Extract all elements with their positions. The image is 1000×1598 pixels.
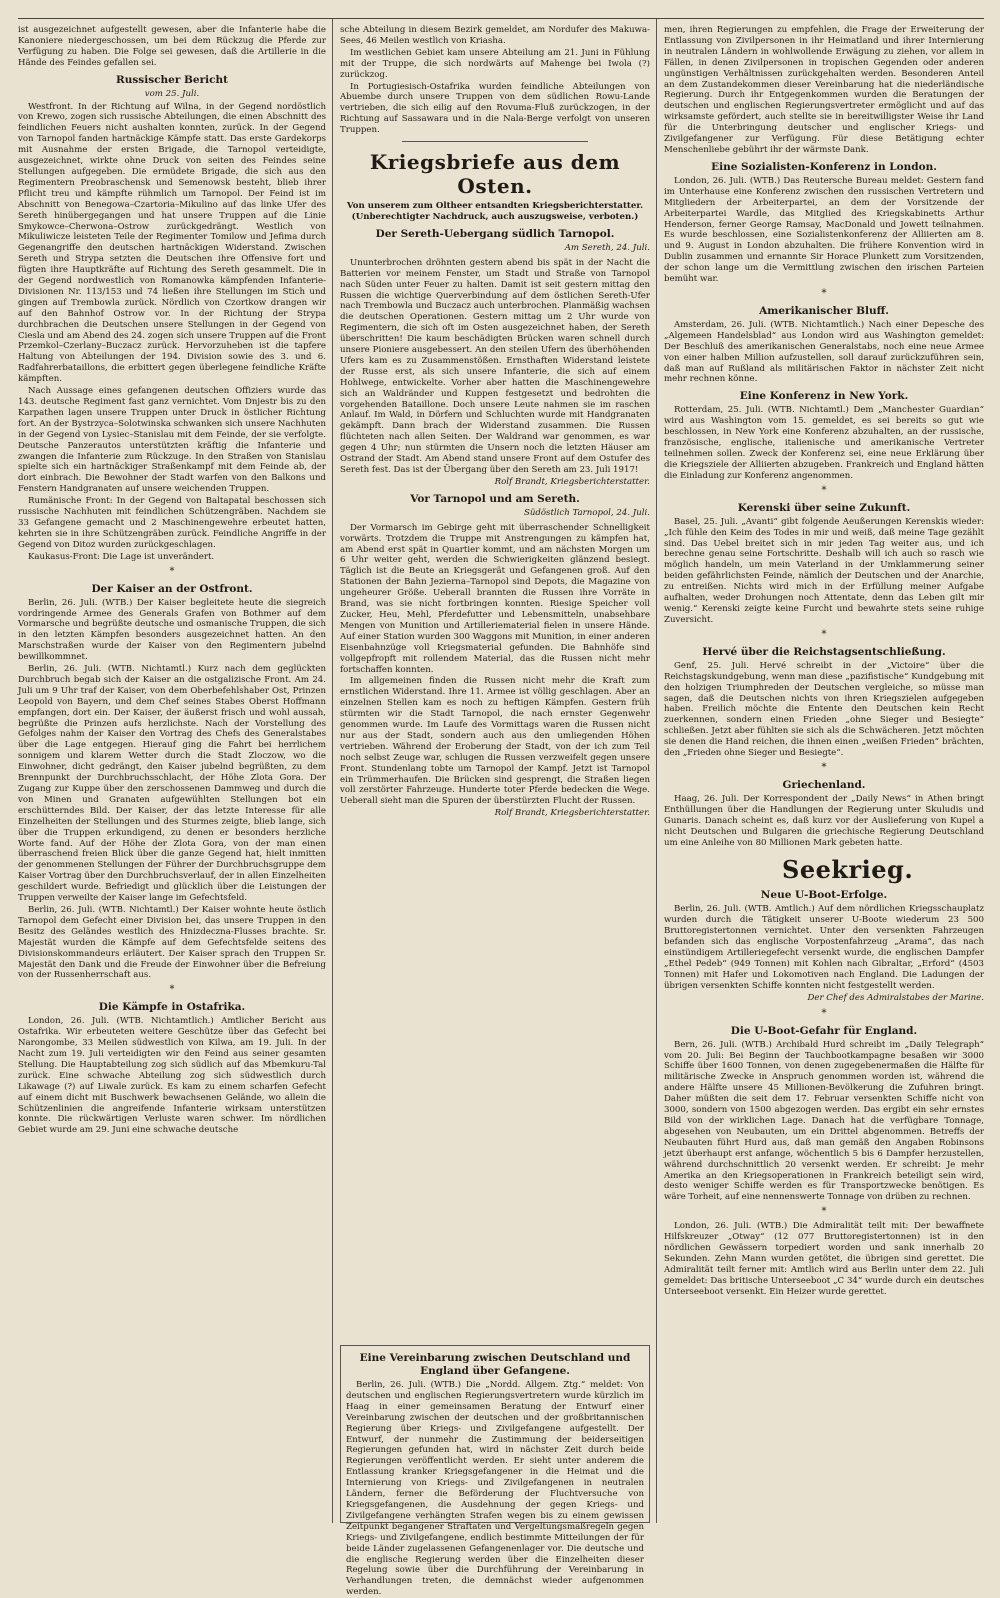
column-3 (664, 25, 984, 1523)
heading-russischer-bericht: Russischer Bericht (116, 73, 228, 86)
separator-star: * (821, 1206, 827, 1218)
separator-star: * (821, 484, 827, 496)
paragraph: In Portugiesisch-Ostafrika wurden feindliche Abteilungen von Abuembe durch unsere Truppen von dem südlichen Rowu-Lande vertrieben, die sich eilig auf den Rovuma-Fluß zurückzogen, in der Richtung auf Sassawara und in die Nala-Berge verfolgt von unseren Truppen. (340, 81, 650, 136)
paragraph: Rumänische Front: In der Gegend von Baltapatal beschossen sich russische Nachhuten mit feindlichen Schützengräben. Nachdem sie 33 Gefangene gemacht und 2 Maschinengewehre erbeutet hatten, kehrten sie in ihre Schützengräben zurück. Feindliche Angriffe in der Gegend von Ditoz wurden zurückgeschlagen. (18, 496, 326, 550)
divider (402, 141, 588, 142)
paragraph: Berlin, 26. Juli. (WTB.) Die „Nordd. Allgem. Ztg.“ meldet: Von deutschen und englischen Regierungsvertretern wurde kürzlich im Haag in einer gemeinsamen Beratung der Entwurf einer Vereinbarung zwischen der deutschen und der großbritannischen Regierung über Kriegs- und Zivilgefangene aufgestellt. Der Entwurf, der nunmehr die Zustimmung der beiderseitigen Regierungen gefunden hat, wird in nächster Zeit durch beide Regierungen veröffentlicht werden. Er sieht unter anderem die Entlassung kranker Kriegsgefangener in die Heimat und die Internierung von Kriegs- und Zivilgefangenen in neutralen Ländern, ferner die Beförderung der Fluchtversuche von Kriegsgefangenen, die Ausdehnung der gegen Kriegs- und Zivilgefangene verhängten Strafen wegen bis zu einem gewissen Zeitpunkt begangener Straftaten und Vergeltungsmaßregeln gegen Kriegs- und Zivilgefangene, endlich bestimmte Mitteilungen der für beide Länder zugelassenen Gefangenenlager vor. Die deutsche und die englische Regierung werden über die Einzelheiten dieser Regelung sowie über die Durchführung der Vereinbarung in Verhandlungen treten, die demnächst wieder aufgenommen werden. (346, 1380, 644, 1598)
column-rule (656, 19, 657, 1523)
newspaper-page (18, 18, 984, 1598)
subheading: Von unserem zum Oltheer entsandten Kriegsberichterstatter. (346, 201, 644, 212)
paragraph: Basel, 25. Juli. „Avanti“ gibt folgende Aeußerungen Kerenskis wieder: „Ich fühle den Keim des Todes in mir und weiß, daß meine Tage gezählt sind. Das Uebel breitet sich in mir jeden Tag weiter aus, und ich berechne genau seine Fortschritte. Deshalb will ich auch so rasch wie möglich handeln, um mein Vaterland in der Umklammerung seiner beiden gefährlichsten Feinde, nämlich der Deutschen und der Anarchie, zu entreißen. Nichts wird mich in der Erfüllung meiner Aufgabe aufhalten, weder Drohungen noch Attentate, denn das Leben gilt mir wenig.“ Kerenski zeigte keine Furcht und bewahrte stets seine ruhige Zuversicht. (664, 516, 984, 625)
heading-vor-tarnopol: Vor Tarnopol und am Sereth. (410, 492, 580, 505)
heading-sereth-uebergang: Der Sereth-Uebergang südlich Tarnopol. (375, 227, 615, 240)
heading-griechenland: Griechenland. (782, 778, 866, 791)
article-continuation: sche Abteilung in diesem Bezirk gemeldet, am Nordufer des Makuwa-Sees, 46 Meilen westlich von Kriasha. (340, 25, 650, 46)
paragraph: Haag, 26. Juli. Der Korrespondent der „Daily News“ in Athen bringt Enthüllungen über die Handlungen der Regierung unter Skuludis und Gunaris. Danach scheint es, daß kurz vor der Auslieferung von Kupel a nicht Deutschen und Bulgaren die griechische Regierung Deutschland um eine Anleihe von 80 Millionen Mark gebeten hatte. (664, 793, 984, 848)
article-continuation: ist ausgezeichnet aufgestellt gewesen, aber die Infanterie habe die Kanoniere niedergeschossen, um bei dem Rückzug die Pferde zur Verfügung zu haben. Die Folge sei gewesen, daß die Artillerie in die Hände des Feindes gefallen sei. (18, 25, 326, 68)
paragraph: London, 26. Juli. (WTB. Nichtamtlich.) Amtlicher Bericht aus Ostafrika. Wir erbeuteten weitere Geschütze über das Gefecht bei Narongombe, 33 Meilen südwestlich von Kilwa, am 19. Juli. In der Nacht zum 19. Juli verteidigten wir den Feind aus seiner gesamten Stellung. Die Hauptabteilung zog sich südlich auf das Mbemkuru-Tal zurück. Eine schwache Abteilung zog sich südwestlich durch Likawage (?) auf Liwale zurück. Es kam zu einem scharfen Gefecht auf einem dicht mit Buschwerk bewachsenen Gelände, wo allein die Schützenlinien die angreifende Infanterie wirksam unterstützen konnte. Die rückwärtigen Verluste waren schwer. Im nördlichen Gebiet wurde am 29. Juni eine schwache deutsche (18, 1016, 326, 1136)
byline: Der Chef des Admiralstabes der Marine. (807, 992, 984, 1003)
heading-uboot-gefahr: Die U-Boot-Gefahr für England. (730, 1024, 918, 1037)
paragraph: Der Vormarsch im Gebirge geht mit überraschender Schnelligkeit vorwärts. Trotzdem die Truppe mit Anstrengungen zu kämpfen hat, am Abend erst spät in Quartier kommt, und am nächsten Morgen um 6 Uhr weiter geht, werden die Schwierigkeiten glänzend besiegt. Täglich ist die Beute an Kriegsgerät und Gefangenen groß. Auf den Stationen der Bahn Jezierna–Tarnopol sind Depots, die Magazine von ungeheurer Größe. Ueberall brannten die Russen ihre Vorräte in Brand, was sie nicht fortbringen konnten. Riesige Speicher voll Zucker, Heu, Mehl, Pferdefutter und Lebensmitteln, unabsehbare Mengen von Munition und Artilleriematerial fielen in unsere Hände. Auf einer Station wurden 300 Waggons mit Munition, in einer anderen Eisenbahnzüge voll Kriegsmaterial gefunden. Die Bahnhöfe sind vollgepfropft mit rollendem Material, das die Russen nicht mehr fortschaffen konnten. (340, 522, 650, 675)
heading-vereinbarung: Eine Vereinbarung zwischen Deutschland und England über Gefangene. (359, 1352, 631, 1377)
separator-star: * (821, 287, 827, 299)
heading-kerenski: Kerenski über seine Zukunft. (737, 501, 911, 514)
byline: Rolf Brandt, Kriegsberichterstatter. (494, 476, 650, 487)
column-rule (332, 19, 333, 1523)
byline: Rolf Brandt, Kriegsberichterstatter. (494, 808, 650, 819)
paragraph: Kaukasus-Front: Die Lage ist unverändert. (28, 551, 215, 562)
heading-kaiser-ostfront: Der Kaiser an der Ostfront. (91, 582, 253, 595)
dateline: vom 25. Juli. (144, 88, 200, 99)
article-continuation: men, ihren Regierungen zu empfehlen, die Frage der Erweiterung der Entlassung von Zivilpersonen in ihr Heimatland und ihrer Internierung in neutralen Ländern in wohlwollende Erwägung zu ziehen, vor allem in Fällen, in denen Zivilpersonen in tropischen Gegenden oder anderen ungünstigen Verhältnissen zurückgehalten werden. Besonderen Anteil an dem Zustandekommen dieser Vereinbarung hat die niederländische Regierung. Durch ihr Entgegenkommen wurden die Beratungen der deutschen und englischen Regierungsvertreter ermöglicht und auf das wirksamste gefördert, auch stellte sie in bereitwilligster Weise ihr Land für die Unterbringung deutscher und englischer Kriegs- und Zivilgefangener zur Verfügung. Für diese Betätigung echter Menschenliebe gebührt ihr der wärmste Dank. (664, 25, 984, 155)
paragraph: London, 26. Juli. (WTB.) Das Reutersche Bureau meldet: Gestern fand im Unterhause eine Konferenz zwischen den russischen Vertretern und Mitgliedern der Arbeiterpartei, an dem der Vorsitzende der Arbeiterpartei Wardle, das Mitglied des Kriegskabinetts Arthur Henderson, ferner George Ramsay, MacDonald und Jowett teilnahmen. Es wurde beschlossen, eine Sozialistenkonferenz der Alliierten am 8. und 9. August in London abzuhalten. Die frühere Konvention wird in Dublin zusammen und ernannte Sir Horace Plunkett zum Vorsitzenden, der schon lange um die Vermittlung zwischen den irischen Parteien bemüht war. (664, 175, 984, 285)
paragraph: Genf, 25. Juli. Hervé schreibt in der „Victoire“ über die Reichstagskundgebung, wenn man diese „pazifistische“ Kundgebung mit den holzigen Triumphreden der Deutschen vergleiche, so müsse man sagen, daß die Deutschen nichts von ihren Kriegszielen aufgegeben haben. Freilich möchte die Entente den Deutschen kein Recht zuerkennen, sondern einen Frieden „ohne Sieger und Besiegte“ schließen. Jetzt aber fühlten sie sich als die Schwächeren. Jetzt möchten sie denen die Hand reichen, die ihnen einen „weißen Frieden“ brächten, den „Frieden ohne Sieger und Besiegte“. (664, 660, 984, 759)
separator-star: * (821, 1007, 827, 1019)
subheading: (Unberechtigter Nachdruck, auch auszugsweise, verboten.) (351, 211, 639, 222)
heading-konferenz-new-york: Eine Konferenz in New York. (739, 390, 909, 403)
paragraph: Amsterdam, 26. Juli. (WTB. Nichtamtlich.) Nach einer Depesche des „Algemeen Handelsblad“ aus London wird aus Washington gemeldet: Der Beschluß des amerikanischen Generalstabs, noch eine neue Armee von einer halben Million aufzustellen, soll darauf zurückzuführen sein, daß man auf Rußland als militärischen Faktor in nächster Zeit nicht mehr rechnen könne. (664, 319, 984, 385)
boxed-article (340, 1345, 650, 1598)
paragraph: Im allgemeinen finden die Russen nicht mehr die Kraft zum ernstlichen Widerstand. Ihre 11. Armee ist völlig geschlagen. Aber an einzelnen Stellen kam es noch zu heftigen Kämpfen. Gestern früh stürmten wir die Stadt Tarnopol, die nach ernster Gegenwehr genommen wurde. Im Laufe des Vormittags waren die Russen nicht nur aus der Stadt, sondern auch aus den umliegenden Höhen vertrieben. Während der Eroberung der Stadt, von der ich zum Teil noch selbst Zeuge war, schlugen die Russen verzweifelt gegen unsere Front. Stundenlang tobte um Tarnopol der Kampf. Jetzt ist Tarnopol ein Trümmerhaufen. Die Brücken sind gesprengt, die Straßen liegen voll zerstörter Fahrzeuge. Hunderte toter Pferde bedecken die Wege. Ueberall sieht man die Spuren der überstürzten Flucht der Russen. (340, 676, 650, 807)
heading-ostafrika: Die Kämpfe in Ostafrika. (98, 1001, 246, 1014)
paragraph: Berlin, 26. Juli. (WTB. Nichtamtl.) Kurz nach dem geglückten Durchbruch begab sich der Kaiser an die ostgalizische Front. Am 24. Juli um 9 Uhr traf der Kaiser, von dem Oberbefehlshaber Ost, Prinzen Leopold von Bayern, und dem Chef seines Stabes Oberst Hoffmann empfangen, dort ein. Der Kaiser, der äußerst frisch und wohl aussah, begrüßte die Prinzen aufs herzlichste. Nach der Vorstellung des Gefolges nahm der Kaiser den Vortrag des Chefs des Generalstabes über die Lage entgegen. Hierauf ging die Fahrt bei herrlichem sonnigem und klarem Wetter durch die Stadt Zloczow, wo die Einwohner, dicht gedrängt, den Kaiser jubelnd begrüßten, zu dem Brennpunkt der Durchbruchsschlacht, der Höhe Zlota Gora. Der Zugang zur Kuppe über den zerschossenen Dammweg und durch die von Minen und Granaten aufgewühlten Stellungen bot ein erschütterndes Bild. Der Kaiser, der das letzte Interesse für alle Einzelheiten der Stellungen und des Sturmes zeigte, blieb lange, sich über die Truppen erkundigend, zu denen er besonders herzliche Worte fand. Auf der Höhe der Zlota Gora, von der man einen überraschend freien Blick über die ganze Gegend hat, hielt inmitten der genommenen Stellungen der Führer der Durchbruchsgruppe dem Kaiser Vortrag über den Durchbruchsverlauf, der in allen Einzelheiten geschildert wurde. Befriedigt und glücklich über die Leistungen der Truppen verweilte der Kaiser lange im Gefechtsfeld. (18, 664, 326, 904)
heading-herve: Hervé über die Reichstagsentschließung. (702, 645, 946, 658)
paragraph: Berlin, 26. Juli. (WTB. Nichtamtl.) Der Kaiser wohnte heute östlich Tarnopol dem Gefecht einer Division bei, das unsere Truppen in den Besitz des Geländes westlich des Hnizdeczna-Flusses brachte. Sr. Majestät wurden die Kämpfe auf dem Gefechtsfelde seitens des Divisionskommandeurs erläutert. Der Kaiser sprach den Truppen Sr. Majestät den Dank und die Freude der Einwohner über die Befreiung von der Russenherrschaft aus. (18, 904, 326, 981)
heading-sozialisten-konferenz: Eine Sozialisten-Konferenz in London. (711, 160, 937, 173)
paragraph: Berlin, 26. Juli. (WTB.) Der Kaiser begleitete heute die siegreich vordringende Armee des Generals Grafen von Bothmer auf dem Vormarsche und begrüßte deutsche und osmanische Truppen, die sich in den letzten Kämpfen besonders ausgezeichnet hatten. An den Marschstraßen wurde der Kaiser von den Regimentern jubelnd bewillkommnet. (18, 597, 326, 663)
dateline: Am Sereth, 24. Juli. (564, 242, 650, 253)
separator-star: * (169, 984, 175, 996)
paragraph: Rotterdam, 25. Juli. (WTB. Nichtamtl.) Dem „Manchester Guardian“ wird aus Washington vom 15. gemeldet, es sei bereits so gut wie beschlossen, in New York eine Konferenz abzuhalten, an der russische, französische, englische, italienische und amerikanische Vertreter teilnehmen sollen. Zweck der Konferenz sei, eine neue Erklärung über die Kriegsziele der Alliierten abzugeben. Frankreich und England hätten die Einladung zur Konferenz angenommen. (664, 405, 984, 481)
paragraph: Im westlichen Gebiet kam unsere Abteilung am 21. Juni in Fühlung mit der Truppe, die sich nordwärts auf Mahenge bei Iwola (?) zurückzog. (340, 47, 650, 80)
heading-neue-uboot-erfolge: Neue U-Boot-Erfolge. (760, 889, 888, 902)
column-1 (18, 25, 326, 1523)
heading-seekrieg: Seekrieg. (782, 855, 914, 885)
separator-star: * (821, 761, 827, 773)
paragraph: Westfront. In der Richtung auf Wilna, in der Gegend nordöstlich von Krewo, zogen sich russische Abteilungen, die einen Abschnitt des feindlichen Feuers nicht aushalten konnten, zurück. In der Gegend von Tarnopol fanden hartnäckige Kämpfe statt. Das erste Gardekorps mit Ausnahme der ersten Brigade, die Tarnopol verteidigte, ausgezeichnet, wirkte ohne Druck von seiten des Feindes seine Stellungen aufgegeben. Die ermüdete Brigade, die sich aus den Regimentern Preobraschensk und Semenowsk besteht, blieb ihrer Pflicht treu und kämpfte rühmlich um Tarnopol. Der Feind ist im Abschnitt von Benegowa–Czartoria–Mikulino auf das linke Ufer des Sereth hinübergegangen und hat unsere Truppen auf die Linie Smykowce–Cherwona–Ostrow zurückgedrängt. Westlich von Mikuliwicze leisteten Teile der Regimenter Tomilow und Jefima durch Gegenangriffe den deutschen hartnäckigen Widerstand. Zwischen Sereth und Strypa setzten die Deutschen ihre Offensive fort und fügten ihre Hauptkräfte auf Richtung des Sereth gesammelt. Die in der Gegend nordwestlich von Romanowka kämpfenden Infanterie-Divisionen Nr. 113/153 und 74 ließen ihre Stellungen im Stich und gingen auf Trembowla zurück. Nördlich von Czortkow drangen wir auf den Bahnhof Ostrow vor. In der Richtung der Strypa durchbrachen die Deutschen unsere Stellungen in der Gegend von Ciesla und am Abend des 24. zogen sich unsere Truppen auf die Front Przemkol–Czerlany–Buczacz zurück. Hervorzuheben ist die tapfere Haltung von Abteilungen der 194. Division sowie des 3. und 6. Radfahrerbataillons, die erbittert gegen überlegene feindliche Kräfte kämpften. (18, 101, 326, 385)
separator-star: * (169, 565, 175, 577)
heading-kriegsbriefe: Kriegsbriefe aus dem Osten. (369, 150, 621, 199)
column-2 (340, 25, 650, 1598)
separator-star: * (821, 628, 827, 640)
paragraph: London, 26. Juli. (WTB.) Die Admiralität teilt mit: Der bewaffnete Hilfskreuzer „Otway“ (12 077 Bruttoregistertonnen) ist in den nördlichen Gewässern torpediert worden und sank innerhalb 20 Sekunden. Zehn Mann wurden getötet, die übrigen sind gerettet. Die Admiralität teilt ferner mit: Amtlich wird aus Berlin unter dem 22. Juli gemeldet: Das britische Unterseeboot „C 34“ wurde durch ein deutsches Unterseeboot versenkt. Ein Heizer wurde gerettet. (664, 1221, 984, 1297)
paragraph: Ununterbrochen dröhnten gestern abend bis spät in der Nacht die Batterien vor meinem Fenster, um Stadt und Straße von Tarnopol nach Süden unter Feuer zu halten. Damit ist seit gestern mittag den Russen die wichtige Querverbindung auf dem östlichen Sereth-Ufer nach Trembowla und Buczacz auch unterbrochen. Planmäßig wachsen die deutschen Operationen. Gestern mittag um 2 Uhr wurde von Regimentern, die sich oft im Osten ausgezeichnet haben, der Sereth überschritten! Die kaum beschädigten Brücken waren schnell durch unsere Pioniere ausgebessert. An den steilen Ufern des überhöhenden Ufers kam es zu Zusammenstößen. Ernsthaften Widerstand leistete der Russe erst, als sich unsere Infanterie, die sich auf einem Hohlwege, entwickelte. Vorher aber hatten die Maschinengewehre sich an Waldränder und Kuppen festgesetzt und bedrohten die vorgehenden Bataillone. Doch unsere Leute nahmen sie im raschen Anlauf. Im Wald, in Dörfern und Schluchten wurde mit Handgranaten gekämpft. Dann brach der Widerstand zusammen. Die Russen flüchteten nach allen Seiten. Der Waldrand war genommen, es war gegen 4 Uhr; nun stürmten die Unsern noch die letzten Häuser am Ostrand der Stadt. Am Abend stand unsere Front auf dem Ostufer des Sereth fest. Das ist der Übergang über den Sereth am 23. Juli 1917! (340, 257, 650, 475)
paragraph: Nach Aussage eines gefangenen deutschen Offiziers wurde das 143. deutsche Regiment fast ganz vernichtet. Vom Dnjestr bis zu den Karpathen lagen unsere Truppen unter Druck in östlicher Richtung fort. An der Bystrzyca–Solotwinska schwanken sich unsere Nachhuten in der Gegend von Lysiec–Stanislau mit dem Feinde, der sie verfolgte. Deutsche Panzerautos unterstützten kräftig die Infanterie und zwangen die Infanterie zum Rückzuge. In den Straßen von Stanislau spielte sich ein hartnäckiger Straßenkampf mit dem Feinde ab, der dort einbrach. Die Bewohner der Stadt warfen von den Balkons und Fenstern Handgranaten auf unsere weichenden Truppen. (18, 386, 326, 495)
heading-amerikanischer-bluff: Amerikanischer Bluff. (759, 304, 889, 317)
paragraph: Berlin, 26. Juli. (WTB. Amtlich.) Auf dem nördlichen Kriegsschauplatz wurden durch die Tätigkeit unserer U-Boote wiederum 23 500 Bruttoregistertonnen vernichtet. Unter den versenkten Fahrzeugen befanden sich das englische Vorpostenfahrzeug „Arama“, das nach einstündigem Artilleriegefecht versenkt wurde, die englischen Dampfer „Ethel Pedeb“ (949 Tonnen) mit Kohlen nach Gibraltar, „Erford“ (4503 Tonnen) mit Hafer und Lokomotiven nach England. Die Ladungen der übrigen versenkten Schiffe konnten nicht festgestellt werden. (664, 904, 984, 991)
paragraph: Bern, 26. Juli. (WTB.) Archibald Hurd schreibt im „Daily Telegraph“ vom 20. Juli: Bei Beginn der Tauchbootkampagne besaßen wir 3000 Schiffe über 1600 Tonnen, von denen zugegebenermaßen die Hälfte für militärische Zwecke in Anspruch genommen worden ist, während die andere Hälfte unsere 45 Millionen-Bevölkerung die Zufuhren bringt. Daher müßten die seit dem 17. Februar versenkten Schiffe nicht von 3000, sondern von 1500 abgezogen werden. Das ergibt ein sehr ernstes Bild von der wirklichen Lage. Danach hat die verfügbare Tonnage, abgesehen von Neubauten, um ein Drittel abgenommen. Betreffs der Neubauten führt Hurd aus, daß man gemäß den Angaben Robinsons jetzt überhaupt erst anfange, wöchentlich 5 bis 6 Dampfer herzustellen, während durchschnittlich 20 versenkt werden. Er schreibt: Je mehr Amerika an den Kriegsoperationen in Frankreich beteiligt sein wird, desto weniger Schiffe werden es für Transportzwecke benötigen. Es wäre Torheit, auf eine nennenswerte Tonnage von drüben zu rechnen. (664, 1039, 984, 1203)
dateline: Südöstlich Tarnopol, 24. Juli. (523, 507, 650, 518)
